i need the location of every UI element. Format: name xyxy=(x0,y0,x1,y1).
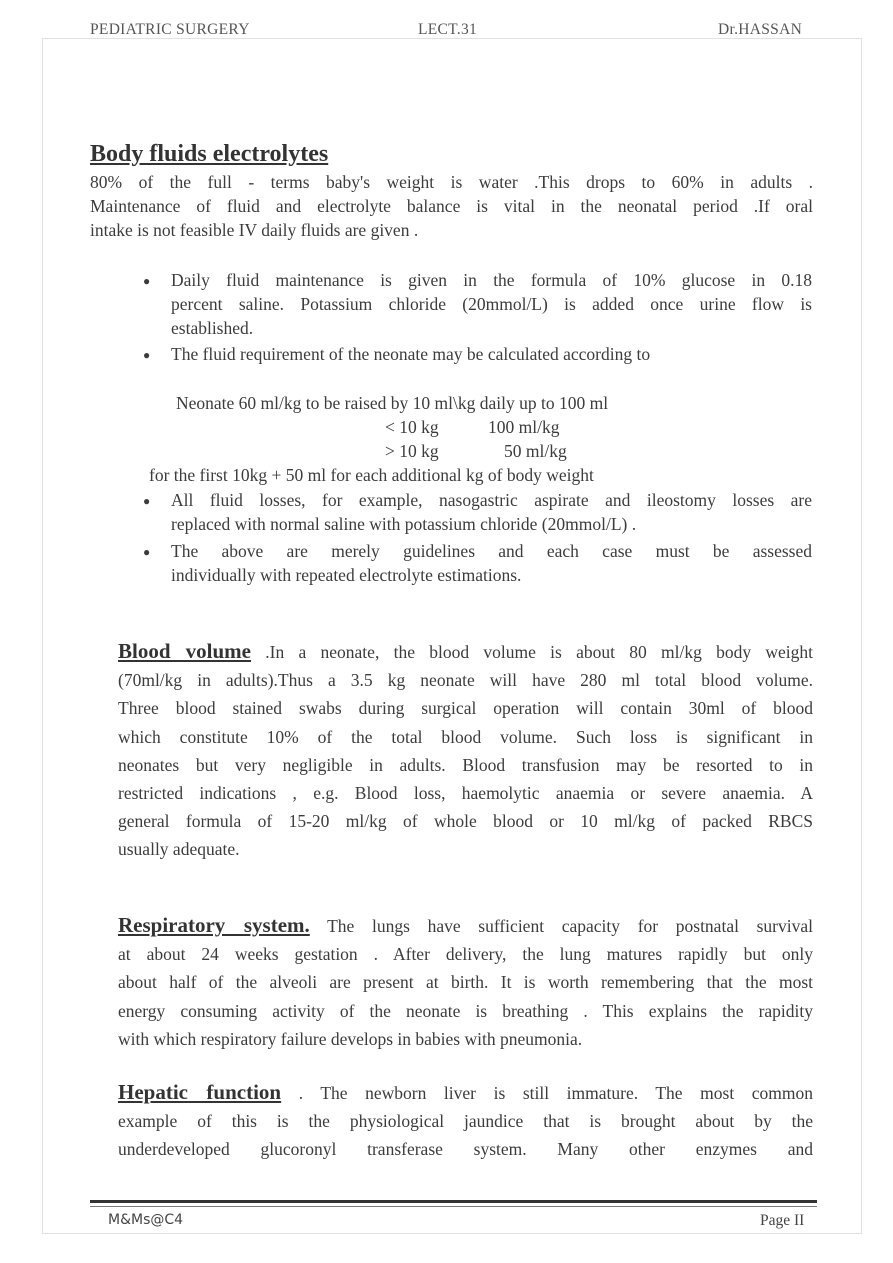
header-author: Dr.HASSAN xyxy=(718,21,803,38)
bullet-dot: ● xyxy=(143,274,151,288)
footer-group-tag: M&Ms@C4 xyxy=(108,1212,184,1228)
bullet-line: individually with repeated electrolyte estimations. xyxy=(171,565,522,585)
respiratory-line: about half of the alveoli are present at birth. It is worth remembering that the most xyxy=(118,972,813,993)
bullet-line: The above are merely guidelines and each case must be assessed xyxy=(171,541,812,561)
respiratory-line: at about 24 weeks gestation . After delivery, the lung matures rapidly but only xyxy=(118,944,813,965)
bullet-dot: ● xyxy=(143,545,151,559)
formula-row-amount: 100 ml/kg xyxy=(488,417,560,437)
bullet-fluid-requirement: The fluid requirement of the neonate may be calculated according to xyxy=(171,344,651,364)
formula-row-weight: > 10 kg xyxy=(385,441,439,461)
hepatic-line: . The newborn liver is still immature. The most common xyxy=(281,1083,813,1103)
bullet-guidelines xyxy=(171,539,812,587)
bullet-daily-fluid xyxy=(171,268,812,340)
formula-row-amount: 50 ml/kg xyxy=(504,441,567,461)
body-fluids-heading: Body fluids electrolytes xyxy=(90,141,329,167)
blood-volume-line: usually adequate. xyxy=(118,839,240,860)
respiratory-section xyxy=(118,911,813,1053)
blood-volume-heading: Blood volume xyxy=(118,639,251,663)
respiratory-line: energy consuming activity of the neonate is breathing . This explains the rapidity xyxy=(118,1000,813,1021)
respiratory-line: with which respiratory failure develops in babies with pneumonia. xyxy=(118,1028,583,1049)
footer-rule-thin xyxy=(90,1206,817,1207)
formula-line: Neonate 60 ml/kg to be raised by 10 ml\kg daily up to 100 ml xyxy=(176,393,609,413)
blood-volume-section xyxy=(118,637,813,864)
respiratory-heading: Respiratory system. xyxy=(118,913,310,937)
bullet-fluid-losses xyxy=(171,488,812,536)
intro-line: Maintenance of fluid and electrolyte balance is vital in the neonatal period .If oral xyxy=(90,196,813,216)
body-fluids-intro xyxy=(90,170,813,242)
blood-volume-line: Three blood stained swabs during surgical operation will contain 30ml of blood xyxy=(118,698,813,719)
respiratory-line: The lungs have sufficient capacity for postnatal survival xyxy=(309,916,813,936)
bullet-line: established. xyxy=(171,318,254,338)
blood-volume-line: neonates but very negligible in adults. Blood transfusion may be resorted to in xyxy=(118,754,813,775)
footer-rule xyxy=(90,1200,817,1203)
footer-page-number: Page II xyxy=(760,1212,805,1229)
blood-volume-line: general formula of 15-20 ml/kg of whole blood or 10 ml/kg of packed RBCS xyxy=(118,811,813,832)
blood-volume-line: which constitute 10% of the total blood volume. Such loss is significant in xyxy=(118,726,813,747)
formula-note: for the first 10kg + 50 ml for each additional kg of body weight xyxy=(149,465,594,485)
hepatic-section xyxy=(118,1078,813,1164)
bullet-dot: ● xyxy=(143,494,151,508)
bullet-line: replaced with normal saline with potassium chloride (20mmol/L) . xyxy=(171,514,637,534)
header-course: PEDIATRIC SURGERY xyxy=(90,21,250,38)
blood-volume-line: (70ml/kg in adults).Thus a 3.5 kg neonate will have 280 ml total blood volume. xyxy=(118,670,813,691)
blood-volume-line: .In a neonate, the blood volume is about 80 ml/kg body weight xyxy=(251,642,813,662)
hepatic-heading: Hepatic function xyxy=(118,1080,282,1104)
hepatic-line: example of this is the physiological jaundice that is brought about by the xyxy=(118,1111,813,1132)
bullet-dot: ● xyxy=(143,348,151,362)
bullet-line: percent saline. Potassium chloride (20mmol/L) is added once urine flow is xyxy=(171,294,812,314)
bullet-line: All fluid losses, for example, nasogastric aspirate and ileostomy losses are xyxy=(171,490,812,510)
blood-volume-line: restricted indications , e.g. Blood loss, haemolytic anaemia or severe anaemia. A xyxy=(118,783,813,804)
intro-line: 80% of the full - terms baby's weight is water .This drops to 60% in adults . xyxy=(90,172,813,192)
header-lecture: LECT.31 xyxy=(418,21,478,38)
formula-row-weight: < 10 kg xyxy=(385,417,439,437)
intro-line: intake is not feasible IV daily fluids are given . xyxy=(90,220,419,240)
bullet-line: Daily fluid maintenance is given in the formula of 10% glucose in 0.18 xyxy=(171,270,812,290)
hepatic-line: underdeveloped glucoronyl transferase system. Many other enzymes and xyxy=(118,1139,813,1160)
